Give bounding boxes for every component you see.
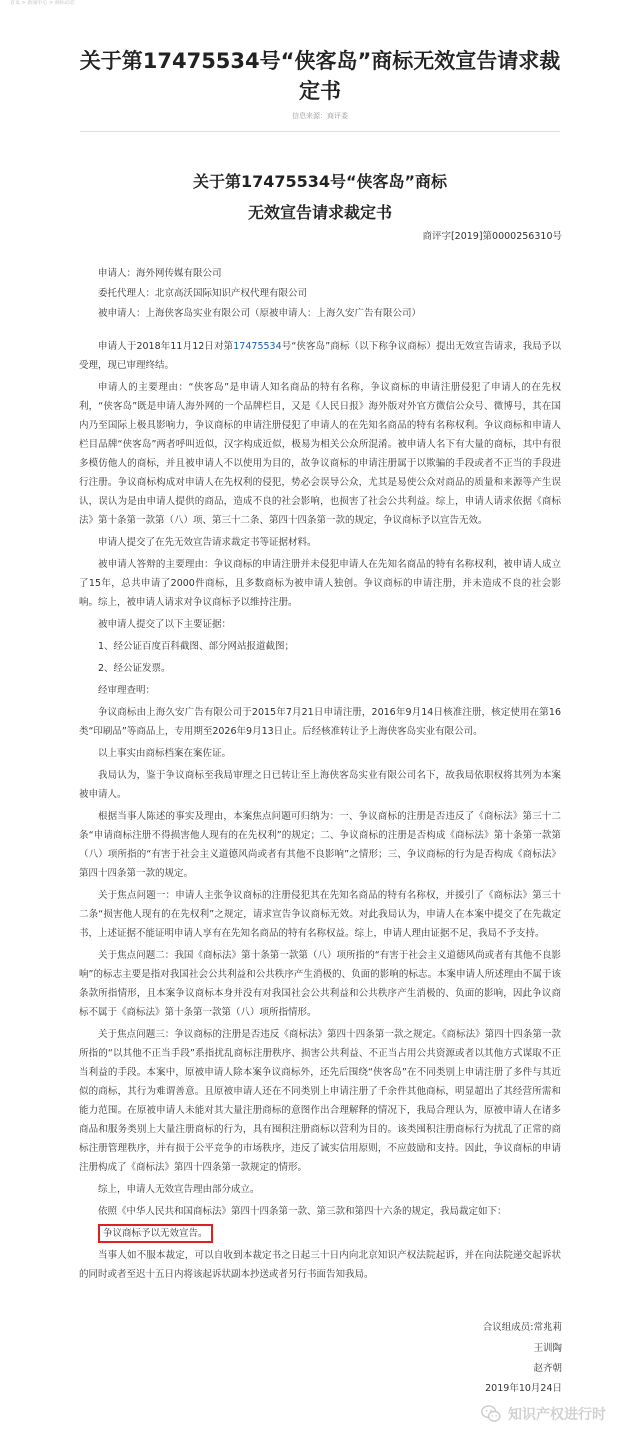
paragraph: 关于焦点问题二：我国《商标法》第十条第一款第（八）项所指的“有害于社会主义道德风尚或者有其他不良影响”的标志主要是指对我国社会公共利益和公共秩序产生消极的、负面的影响的标志。本案申请人所述理由不属于该条款所指情形，且本案争议商标本身并没有对我国社会公共利益和公共秩序产生消极的、负面的影响，因此争议商标不属于《商标法》第十条第一款第（八）项所指情形。 [79, 950, 561, 1018]
info-source: 信息来源：商评委 [292, 112, 348, 120]
party-respondent: 被申请人：上海侠客岛实业有限公司（原被申请人：上海久安广告有限公司） [98, 308, 422, 319]
paragraph: 2、经公证发票。 [98, 663, 171, 674]
party-agent: 委托代理人：北京高沃国际知识产权代理有限公司 [98, 288, 308, 299]
paragraph: 以上事实由商标档案在案佐证。 [98, 748, 232, 759]
trademark-number-link[interactable]: 17475534 [233, 341, 282, 352]
decision-date: 2019年10月24日 [485, 1383, 562, 1394]
paragraph: 关于焦点问题一：申请人主张争议商标的注册侵犯其在先知名商品的特有名称权，并援引了《商标法》第三十二条“损害他人现有的在先权利”之规定，请求宣告争议商标无效。对此我局认为，申请人在本案中提交了在先裁定书，上述证据不能证明申请人享有在先知名商品的特有名称权益。综上，申请人理由证据不足，我局不予支持。 [79, 890, 561, 939]
intro-text-before: 申请人于2018年11月12日对第 [98, 341, 234, 352]
paragraph: 根据当事人陈述的事实及理由，本案焦点问题可归纳为：一、争议商标的注册是否违反了《商标法》第三十二条“申请商标注册不得损害他人现有的在先权利”的规定；二、争议商标的注册是否构成《商标法》第十条第一款第（八）项所指的“有害于社会主义道德风尚或者有其他不良影响”之情形；三、争议商标的行为是否构成《商标法》第四十四条第一款的规定。 [79, 811, 561, 879]
paragraph: 关于焦点问题三：争议商标的注册是否违反《商标法》第四十四条第一款之规定。《商标法》第四十四条第一款所指的“以其他不正当手段”系指扰乱商标注册秩序、损害公共利益、不正当占用公共资源或者以其他方式谋取不正当利益的手段。本案中，原被申请人除本案争议商标外，还先后围绕“侠客岛”在不同类别上申请注册了多件与其近似的商标，其行为难谓善意。且原被申请人还在不同类别上申请注册了千余件其他商标，明显超出了其经营所需和能力范围。在原被申请人未能对其大量注册商标的意图作出合理解释的情况下，我局合理认为，原被申请人在诸多商品和服务类别上大量注册商标的行为，具有囤积注册商标以营利为目的。该类囤积注册商标行为扰乱了正常的商标注册管理秩序，并有损于公平竞争的市场秩序，违反了诚实信用原则，不应鼓励和支持。因此，争议商标的申请注册构成了《商标法》第四十四条第一款规定的情形。 [79, 1029, 561, 1173]
watermark [480, 1403, 640, 1425]
appeal-paragraph: 当事人如不服本裁定，可以自收到本裁定书之日起三十日内向北京知识产权法院起诉，并在向法院递交起诉状的同时或者至迟十五日内将该起诉状副本抄送或者另行书面告知我局。 [79, 1250, 561, 1280]
paragraph: 经审理查明： [98, 685, 156, 696]
paragraph: 我局认为，鉴于争议商标至我局审理之日已转让至上海侠客岛实业有限公司名下，故我局依职权将其列为本案被申请人。 [79, 770, 561, 800]
ruling-highlight: 争议商标予以无效宣告。 [98, 1224, 213, 1243]
paragraph: 综上，申请人无效宣告理由部分成立。 [98, 1184, 260, 1195]
paragraph: 依照《中华人民共和国商标法》第四十四条第一款、第三款和第四十六条的规定，我局裁定如下： [98, 1206, 507, 1217]
document-title-line-2: 无效宣告请求裁定书 [247, 203, 392, 222]
paragraph: 申请人的主要理由：“侠客岛”是申请人知名商品的特有名称，争议商标的申请注册侵犯了申请人的在先权利，“侠客岛”既是申请人海外网的一个品牌栏目，又是《人民日报》海外版对外官方微信公众号、微博号，其在国内乃至国际上极具影响力，争议商标的申请注册侵犯了申请人的在先知名商品的特有名称权利。争议商标和申请人栏目品牌“侠客岛”两者呼叫近似，汉字构成近似，极易为相关公众所混淆。被申请人名下有大量的商标，其中有很多模仿他人的商标，并且被申请人不以使用为目的，故争议商标的申请注册属于以欺骗的手段或者不正当的手段进行注册。争议商标构成对申请人在先权利的侵犯，势必会误导公众，尤其是易使公众对商品的质量和来源等产生误认，误认为是由申请人提供的商品，造成不良的社会影响，也损害了社会公共利益。综上，申请人请求依据《商标法》第十条第一款第（八）项、第三十二条、第四十四条第一款的规定，争议商标予以宣告无效。 [79, 382, 561, 526]
panel-member-2: 王训陶 [533, 1343, 562, 1354]
document-number: 商评字[2019]第0000256310号 [422, 231, 562, 242]
page-title: 关于第17475534号“侠客岛”商标无效宣告请求裁定书 [79, 49, 561, 103]
paragraph: 1、经公证百度百科截图、部分网站报道截图； [98, 641, 295, 652]
title-divider [80, 131, 560, 132]
document-title-line-1: 关于第17475534号“侠客岛”商标 [192, 172, 448, 191]
paragraph: 申请人提交了在先无效宣告请求裁定书等证据材料。 [98, 537, 317, 548]
wechat-icon [480, 1403, 502, 1425]
intro-paragraph [79, 337, 561, 375]
panel-members: 合议组成员:常兆莉 [482, 1322, 562, 1333]
intro-text-after: 号“侠客岛”商标（以下称争议商标）提出无效宣告请求，我局予以受理，现已审理终结。 [79, 341, 561, 371]
breadcrumb[interactable]: 首页 > 新闻中心 > 商标动态 [10, 0, 75, 6]
panel-member-3: 赵齐朝 [533, 1363, 562, 1374]
paragraph: 被申请人答辩的主要理由：争议商标的申请注册并未侵犯申请人在先知名商品的特有名称权利，被申请人成立了15年，总共申请了2000件商标，且多数商标为被申请人独创。争议商标的申请注册，并未造成不良的社会影响。综上，被申请人请求对争议商标予以维持注册。 [79, 559, 561, 608]
paragraph: 争议商标由上海久安广告有限公司于2015年7月21日申请注册，2016年9月14日核准注册，核定使用在第16类“印刷品”等商品上，专用期至2026年9月13日止。后经核准转让予上海侠客岛实业有限公司。 [79, 707, 561, 737]
party-applicant: 申请人：海外网传媒有限公司 [98, 268, 222, 279]
watermark-text: 知识产权进行时 [508, 1407, 606, 1423]
ruling-paragraph [79, 1224, 561, 1243]
document-body [79, 264, 561, 1287]
paragraph: 被申请人提交了以下主要证据： [98, 619, 232, 630]
